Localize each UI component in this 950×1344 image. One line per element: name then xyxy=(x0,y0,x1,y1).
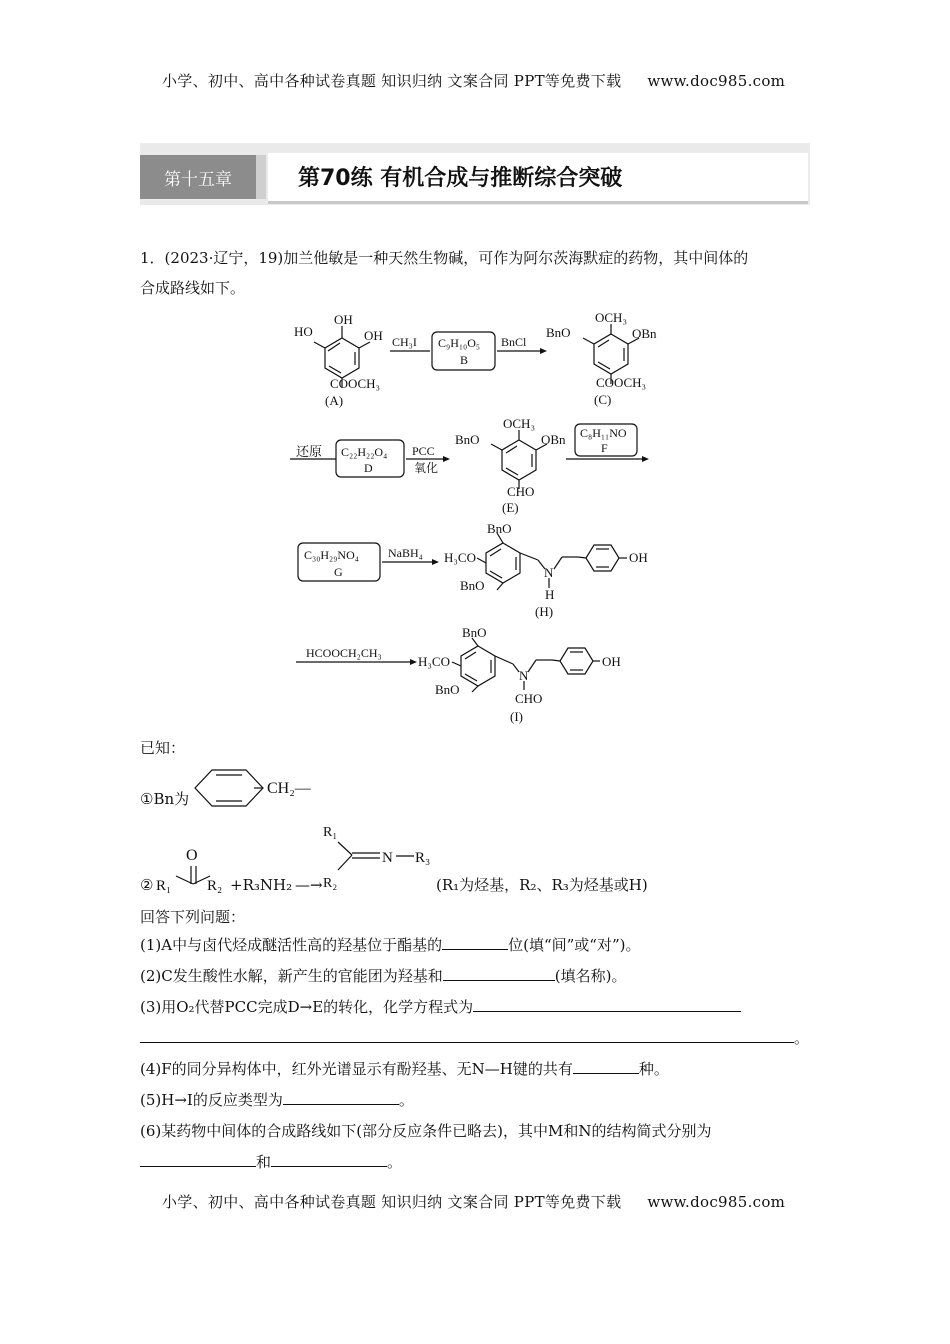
H-label: (H) xyxy=(535,604,554,619)
H-bno-bottom: BnO xyxy=(460,578,485,593)
ketone-o: O xyxy=(186,847,198,864)
header-site: www.doc985.com xyxy=(647,72,786,90)
compound-H xyxy=(444,521,648,619)
imine-r2: R₂ xyxy=(323,876,338,891)
known-heading: 已知： xyxy=(140,739,186,757)
known-item2-note: (R₁为烃基，R₂、R₃为烃基或H) xyxy=(436,876,648,894)
G-label: G xyxy=(334,565,343,579)
F-formula: C₈H₁₁NO xyxy=(580,426,627,440)
H-h: H xyxy=(545,587,555,602)
reagent-bncl: BnCl xyxy=(501,335,527,349)
footer-site: www.doc985.com xyxy=(647,1193,786,1211)
compound-I xyxy=(418,625,621,724)
A-ho-left: HO xyxy=(294,324,313,339)
ketone-r2: R₂ xyxy=(207,878,223,894)
imine-r3: R₃ xyxy=(415,850,431,866)
ketone-r1: R₁ xyxy=(156,878,172,894)
C-cooch3: COOCH₃ xyxy=(596,375,647,390)
question-2 xyxy=(140,961,626,991)
A-oh-right: OH xyxy=(364,328,383,343)
q3-answer-blank-2[interactable] xyxy=(140,1025,794,1043)
question-3 xyxy=(140,992,741,1022)
question-intro-1: 1．(2023·辽宁，19)加兰他敏是一种天然生物碱，可作为阿尔茨海默症的药物，其中间体的 xyxy=(140,249,749,267)
H-n: N xyxy=(544,565,554,580)
q3-text-end: 。 xyxy=(794,1029,810,1047)
q6-answer-blank-m[interactable] xyxy=(140,1149,256,1167)
G-formula: C₃₀H₂₉NO₄ xyxy=(304,548,359,562)
reagent-reduce: 还原 xyxy=(296,444,323,459)
q1-text: (1)A中与卤代烃成醚活性高的羟基位于酯基的 xyxy=(140,936,443,954)
I-cho: CHO xyxy=(515,691,543,706)
reagent-pcc: PCC xyxy=(412,444,435,458)
H-bno-top: BnO xyxy=(487,521,512,536)
I-oh: OH xyxy=(602,654,621,669)
q5-answer-blank[interactable] xyxy=(283,1087,399,1105)
page-footer xyxy=(162,1191,785,1212)
question-intro-2: 合成路线如下。 xyxy=(140,279,246,297)
E-och3: OCH₃ xyxy=(503,416,535,431)
question-3-line2 xyxy=(140,1023,809,1053)
C-obn: OBn xyxy=(632,326,657,341)
page-title: 第70练 有机合成与推断综合突破 xyxy=(298,166,623,191)
E-obn: OBn xyxy=(541,432,566,447)
known-item2-prefix: ② xyxy=(140,876,154,894)
q6-answer-blank-n[interactable] xyxy=(271,1149,387,1167)
E-bno: BnO xyxy=(455,432,480,447)
bn-ch2: CH₂— xyxy=(267,780,311,797)
q3-answer-blank-1[interactable] xyxy=(473,994,741,1012)
D-label: D xyxy=(364,461,373,475)
q2-text: (2)C发生酸性水解，新产生的官能团为羟基和 xyxy=(140,967,443,985)
E-cho: CHO xyxy=(507,484,535,499)
H-h3co: H₃CO xyxy=(444,550,476,565)
q6-text-end: 。 xyxy=(387,1153,403,1171)
imine-n: N xyxy=(382,850,393,866)
I-bno-bottom: BnO xyxy=(435,682,460,697)
E-label: (E) xyxy=(502,500,519,515)
q1-answer-blank[interactable] xyxy=(442,932,508,950)
compound-A xyxy=(294,312,383,408)
header-text: 小学、初中、高中各种试卷真题 知识归纳 文案合同 PPT等免费下载 xyxy=(162,72,622,90)
reagent-nabh4: NaBH₄ xyxy=(388,546,423,560)
I-n: N xyxy=(519,668,529,683)
A-cooch3: COOCH₃ xyxy=(330,376,381,391)
q5-text: (5)H→I的反应类型为 xyxy=(140,1091,283,1109)
imine-r1: R₁ xyxy=(323,825,338,840)
question-6: (6)某药物中间体的合成路线如下(部分反应条件已略去)，其中M和N的结构简式分别为 xyxy=(140,1122,712,1140)
benzyl-structure xyxy=(195,770,312,806)
C-label: (C) xyxy=(594,392,612,407)
A-oh-top: OH xyxy=(334,312,353,327)
reaction-2-structures xyxy=(156,825,430,894)
chapter-label: 第十五章 xyxy=(140,155,256,199)
q2-text-end: (填名称)。 xyxy=(554,967,627,985)
q6-and: 和 xyxy=(256,1153,272,1171)
compound-C xyxy=(546,310,657,407)
q4-text: (4)F的同分异构体中，红外光谱显示有酚羟基、无N—H键的共有 xyxy=(140,1060,573,1078)
I-label: (I) xyxy=(510,709,523,724)
q4-text-end: 种。 xyxy=(638,1060,669,1078)
B-label: B xyxy=(460,353,469,367)
compound-E xyxy=(455,416,566,515)
A-label: (A) xyxy=(325,393,344,408)
known-item2-plus: +R₃NH₂ xyxy=(230,876,293,894)
reagent-ch3i: CH₃I xyxy=(392,335,417,349)
question-5 xyxy=(140,1085,414,1115)
H-oh: OH xyxy=(629,550,648,565)
q4-answer-blank[interactable] xyxy=(573,1056,639,1074)
answer-intro: 回答下列问题： xyxy=(140,908,246,926)
I-bno-top: BnO xyxy=(462,625,487,640)
B-formula: C₉H₁₀O₅ xyxy=(438,336,481,350)
C-och3: OCH₃ xyxy=(595,310,627,325)
q2-answer-blank[interactable] xyxy=(443,963,555,981)
q1-text-end: 位(填“间”或“对”)。 xyxy=(508,936,641,954)
footer-text: 小学、初中、高中各种试卷真题 知识归纳 文案合同 PPT等免费下载 xyxy=(162,1193,622,1211)
known-item2-arrow: —→ xyxy=(295,876,323,894)
question-6-line2 xyxy=(140,1147,402,1177)
q5-text-end: 。 xyxy=(398,1091,414,1109)
reagent-ethyl-formate: HCOOCH₂CH₃ xyxy=(306,646,382,660)
known-item1-prefix: ①Bn为 xyxy=(140,790,190,808)
q3-text: (3)用O₂代替PCC完成D→E的转化，化学方程式为 xyxy=(140,998,474,1016)
question-1 xyxy=(140,930,640,960)
question-4 xyxy=(140,1054,669,1084)
C-bno: BnO xyxy=(546,325,571,340)
reagent-oxidation: 氧化 xyxy=(414,461,439,475)
F-label: F xyxy=(601,441,608,455)
I-h3co: H₃CO xyxy=(418,654,450,669)
D-formula: C₂₂H₂₂O₄ xyxy=(341,445,388,459)
